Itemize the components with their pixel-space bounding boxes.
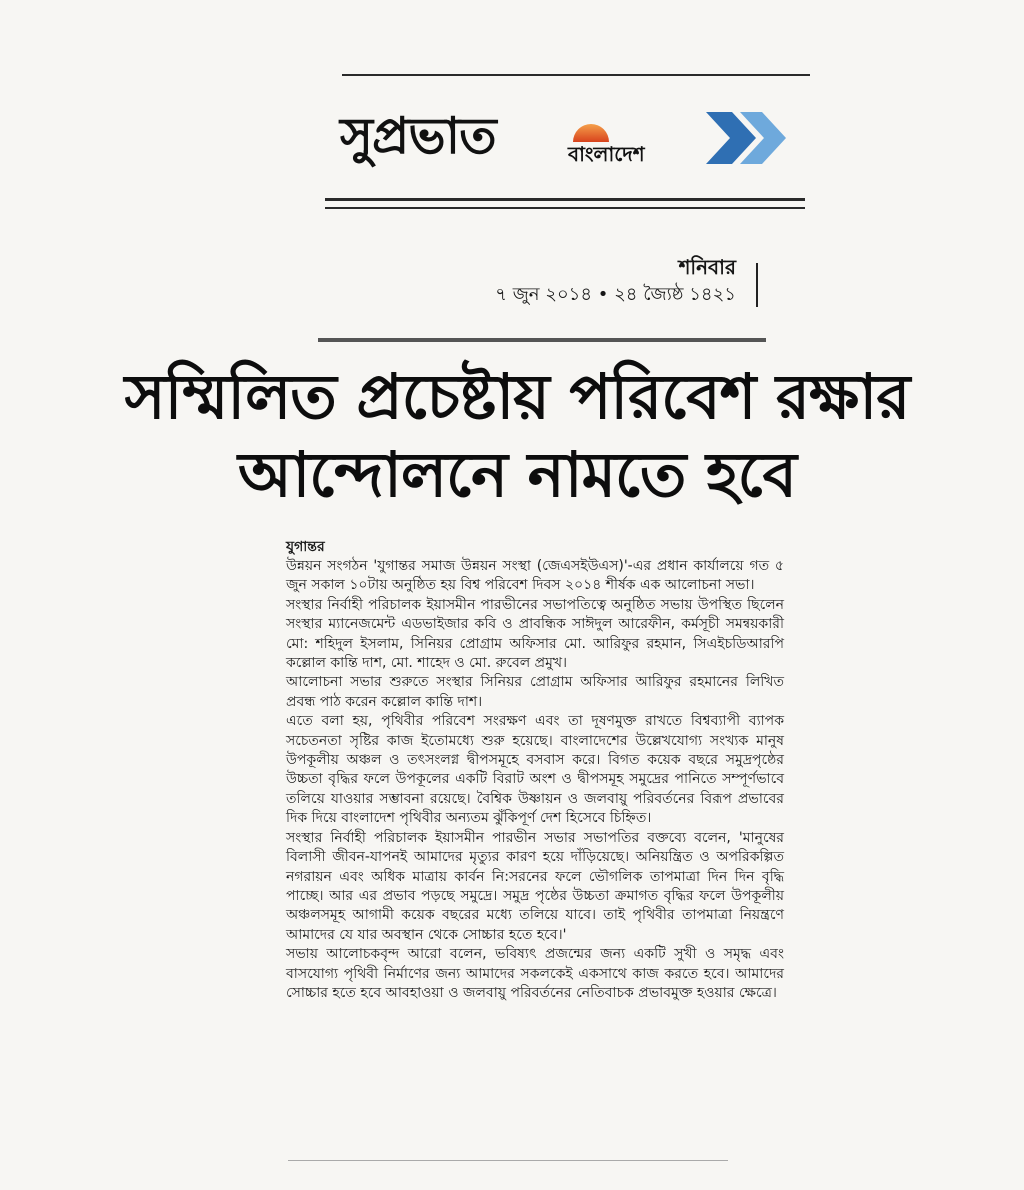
article-byline: যুগান্তর (286, 539, 325, 555)
logo-subtitle: বাংলাদেশ (568, 142, 645, 166)
masthead-bottom-rule-thin (325, 207, 805, 209)
headline-line-1: সম্মিলিত প্রচেষ্টায় পরিবেশ রক্ষার (124, 360, 910, 433)
masthead-logo (340, 104, 800, 174)
article-paragraph-5: সংস্থার নির্বাহী পরিচালক ইয়াসমীন পারভীন সভার সভাপতির বক্তব্যে বলেন, 'মানুষের বিলাসী জীবন-যাপনই আমাদের মৃত্যুর কারণ হয়ে দাঁড়িয়েছে। অনিয়ন্ত্রিত ও অপরিকল্পিত নগরায়ন এবং অধিক মাত্রায় কার্বন নি:সরনের ফলে ভৌগলিক তাপমাত্রা দিন দিন বৃদ্ধি পাচ্ছে। আর এর প্রভাব পড়ছে সমুদ্রে। সমুদ্র পৃষ্ঠের উচ্চতা ক্রমাগত বৃদ্ধির ফলে উপকূলীয় অঞ্চলসমূহ আগামী কয়েক বছরের মধ্যে তলিয়ে যাবে। তাই পৃথিবীর তাপমাত্রা নিয়ন্ত্রণে আমাদের যে যার অবস্থান থেকে সোচ্চার হতে হবে।' (286, 829, 784, 943)
article-paragraph-6: সভায় আলোচকবৃন্দ আরো বলেন, ভবিষ্যৎ প্রজন্মের জন্য একটি সুখী ও সমৃদ্ধ এবং বাসযোগ্য পৃথিবী নির্মাণের জন্য আমাদের সকলকেই একসাথে কাজ করতে হবে। আমাদের সোচ্চার হতে হবে আবহাওয়া ও জলবায়ু পরিবর্তনের নেতিবাচক প্রভাবমুক্ত হওয়ার ক্ষেত্রে। (286, 946, 784, 1001)
article-paragraph-1: উন্নয়ন সংগঠন 'যুগান্তর সমাজ উন্নয়ন সংস্থা (জেএসইউএস)'-এর প্রধান কার্যালয়ে গত ৫ জুন সকাল ১০টায় অনুষ্ঠিত হয় বিশ্ব পরিবেশ দিবস ২০১৪ শীর্ষক এক আলোচনা সভা। (286, 558, 784, 594)
issue-date: ৭ জুন ২০১৪ • ২৪ জ্যৈষ্ঠ ১৪২১ (495, 284, 736, 305)
logo-title: সুপ্রভাত (340, 106, 496, 165)
dateline-rule (318, 338, 766, 342)
dateline-divider (756, 263, 758, 307)
article-paragraph-3: আলোচনা সভার শুরুতে সংস্থার সিনিয়র প্রোগ্রাম অফিসার আরিফুর রহমানের লিখিত প্রবন্ধ পাঠ করেন কল্লোল কান্তি দাশ। (286, 674, 784, 710)
article-paragraph-4: এতে বলা হয়, পৃথিবীর পরিবেশ সংরক্ষণ এবং তা দূষণমুক্ত রাখতে বিশ্বব্যাপী ব্যাপক সচেতনতা সৃষ্টির কাজ ইতোমধ্যে শুরু হয়েছে। বাংলাদেশের উল্লেখযোগ্য সংখ্যক মানুষ উপকূলীয় অঞ্চল ও তৎসংলগ্ন দ্বীপসমূহে বসবাস করে। বিগত কয়েক বছরে সমুদ্রপৃষ্ঠের উচ্চতা বৃদ্ধির ফলে উপকূলের একটি বিরাট অংশ ও দ্বীপসমূহ সমুদ্রের পানিতে সম্পূর্ণভাবে তলিয়ে যাওয়ার সম্ভাবনা রয়েছে। বৈশ্বিক উষ্ণায়ন ও জলবায়ু পরিবর্তনের বিরূপ প্রভাবের দিক দিয়ে বাংলাদেশ পৃথিবীর অন্যতম ঝুঁকিপূর্ণ দেশ হিসেবে চিহ্নিত। (286, 713, 784, 827)
chevron-right-icon (700, 108, 790, 168)
article-paragraph-2: সংস্থার নির্বাহী পরিচালক ইয়াসমীন পারভীনের সভাপতিত্বে অনুষ্ঠিত সভায় উপস্থিত ছিলেন সংস্থার ম্যানেজমেন্ট এডভাইজার কবি ও প্রাবন্ধিক সাঈদুল আরেফীন, কর্মসূচী সমন্বয়কারী মো: শহিদুল ইসলাম, সিনিয়র প্রোগ্রাম অফিসার মো. আরিফুর রহমান, সিএইচডিআরপি কল্লোল কান্তি দাশ, মো. শাহেদ ও মো. রুবেল প্রমুখ। (286, 596, 784, 672)
headline-line-2: আন্দোলনে নামতে হবে (237, 438, 797, 511)
article-bottom-rule (288, 1160, 728, 1161)
masthead-top-rule (342, 74, 810, 76)
issue-day: শনিবার (678, 255, 736, 279)
headline (22, 358, 1012, 514)
article-body (286, 538, 784, 1134)
masthead-bottom-rule (325, 198, 805, 201)
